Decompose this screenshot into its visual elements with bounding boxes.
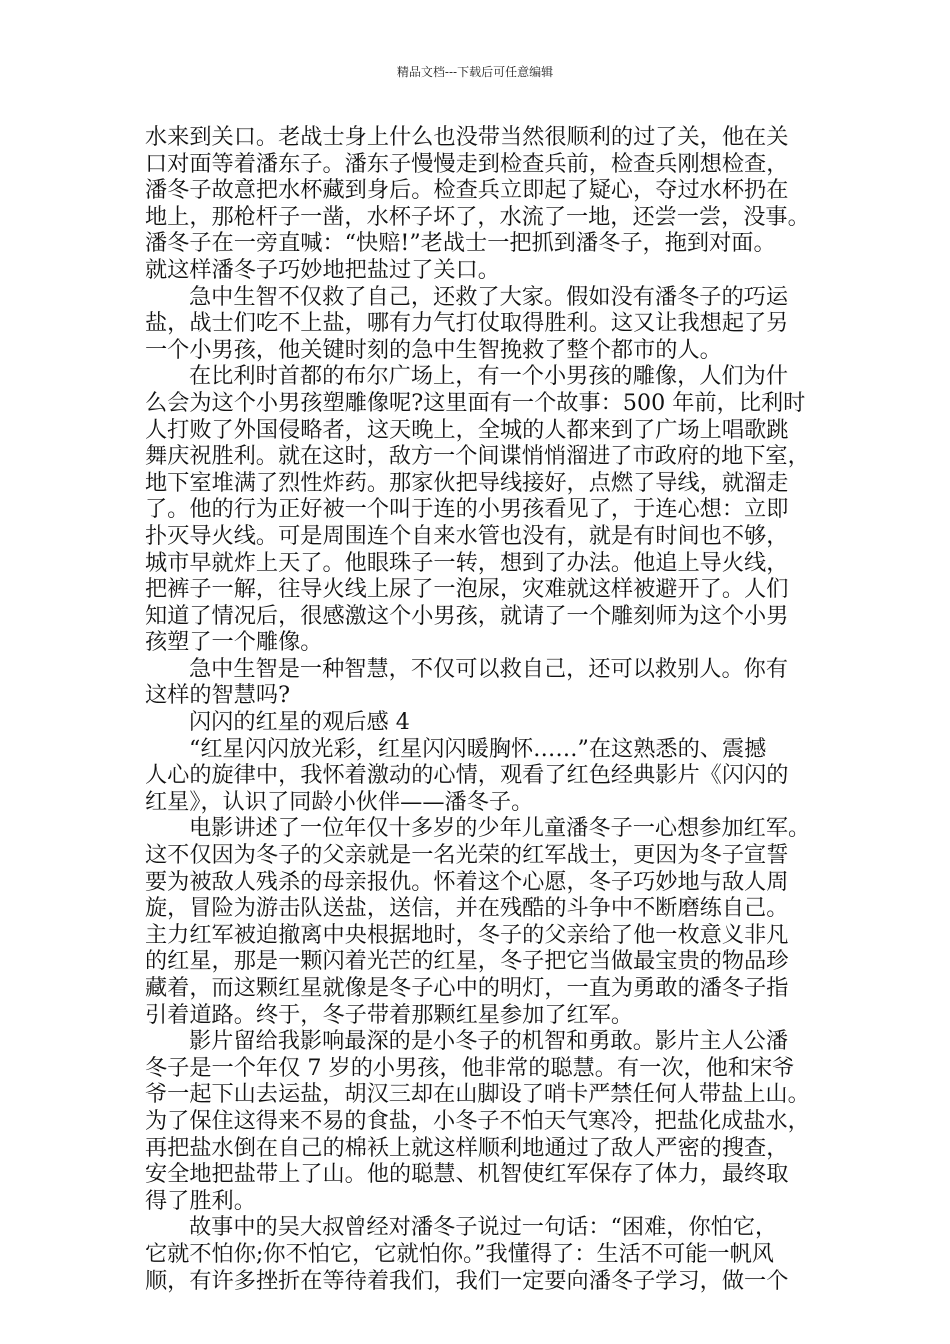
text-line: 水来到关口。老战士身上什么也没带当然很顺利的过了关，他在关 xyxy=(145,124,789,150)
text-line: 口对面等着潘东子。潘东子慢慢走到检查兵前，检查兵刚想检查， xyxy=(145,150,789,177)
text-line: 在比利时首都的布尔广场上，有一个小男孩的雕像，人们为什 xyxy=(189,363,789,390)
text-line: 影片留给我影响最深的是小冬子的机智和勇敢。影片主人公潘 xyxy=(189,1028,789,1055)
text-line: 藏着，而这颗红星就像是冬子心中的明灯，一直为勇敢的潘冬子指 xyxy=(145,975,789,1001)
text-line: 冬子是一个年仅 7 岁的小男孩，他非常的聪慧。有一次，他和宋爷 xyxy=(145,1054,795,1081)
text-line: 再把盐水倒在自己的棉袄上就这样顺利地通过了敌人严密的搜查， xyxy=(145,1134,789,1161)
text-line: 红星》，认识了同龄小伙伴——潘冬子。 xyxy=(145,788,534,815)
text-line: 舞庆祝胜利。就在这时，敌方一个间谍悄悄溜进了市政府的地下室， xyxy=(145,443,810,470)
text-line: 人心的旋律中，我怀着激动的心情，观看了红色经典影片《闪闪的 xyxy=(145,762,789,789)
text-line: 城市早就炸上天了。他眼珠子一转，想到了办法。他追上导火线， xyxy=(145,549,789,576)
text-line: 急中生智是一种智慧，不仅可以救自己，还可以救别人。你有 xyxy=(189,655,789,682)
text-line: 潘冬子故意把水杯藏到身后。检查兵立即起了疑心，夺过水杯扔在 xyxy=(145,177,789,204)
text-line: 旋，冒险为游击队送盐，送信，并在残酷的斗争中不断磨练自己。 xyxy=(145,895,789,922)
text-line: 扑灭导火线。可是周围连个自来水管也没有，就是有时间也不够， xyxy=(145,522,789,549)
text-line: “红星闪闪放光彩，红星闪闪暖胸怀……”在这熟悉的、震撼 xyxy=(189,735,767,762)
text-line: 地下室堆满了烈性炸药。那家伙把导线接好，点燃了导线，就溜走 xyxy=(145,469,789,496)
page-header: 精品文档---下载后可任意编辑 xyxy=(396,65,554,79)
text-line: 要为被敌人残杀的母亲报仇。怀着这个心愿，冬子巧妙地与敌人周 xyxy=(145,868,789,895)
text-line: 主力红军被迫撤离中央根据地时，冬子的父亲给了他一枚意义非凡 xyxy=(145,921,789,948)
text-line: 得了胜利。 xyxy=(145,1187,256,1214)
text-line: 盐，战士们吃不上盐，哪有力气打仗取得胜利。这又让我想起了另 xyxy=(145,310,789,337)
document-body xyxy=(145,124,810,1294)
text-line: 闪闪的红星的观后感 4 xyxy=(189,709,410,736)
text-line: 一个小男孩，他关键时刻的急中生智挽救了整个都市的人。 xyxy=(145,336,722,363)
text-line: 为了保住这得来不易的食盐，小冬子不怕天气寒冷，把盐化成盐水， xyxy=(145,1107,810,1134)
text-line: 地上，那枪杆子一凿，水杯子坏了，水流了一地，还尝一尝，没事。 xyxy=(145,203,810,230)
text-line: 孩塑了一个雕像。 xyxy=(145,629,323,656)
text-line: 引着道路。终于，冬子带着那颗红星参加了红军。 xyxy=(145,1001,634,1028)
text-line: 的红星，那是一颗闪着光芒的红星，冬子把它当做最宝贵的物品珍 xyxy=(145,948,789,975)
text-line: 这样的智慧吗? xyxy=(145,682,291,709)
text-line: 潘冬子在一旁直喊：“快赔!”老战士一把抓到潘冬子，拖到对面。 xyxy=(145,230,776,257)
text-line: 了。他的行为正好被一个叫于连的小男孩看见了，于连心想：立即 xyxy=(145,496,789,523)
text-line: 电影讲述了一位年仅十多岁的少年儿童潘冬子一心想参加红军。 xyxy=(189,815,811,842)
text-line: 这不仅因为冬子的父亲就是一名光荣的红军战士，更因为冬子宣誓 xyxy=(145,842,789,869)
text-line: 么会为这个小男孩塑雕像呢?这里面有一个故事：500 年前，比利时 xyxy=(145,389,806,416)
text-line: 急中生智不仅救了自己，还救了大家。假如没有潘冬子的巧运 xyxy=(189,283,789,310)
text-line: 人打败了外国侵略者，这天晚上，全城的人都来到了广场上唱歌跳 xyxy=(145,416,789,443)
text-line: 把裤子一解，往导火线上尿了一泡尿，灾难就这样被避开了。人们 xyxy=(145,576,789,603)
text-line: 它就不怕你;你不怕它，它就怕你。”我懂得了：生活不可能一帆风 xyxy=(145,1240,774,1267)
text-line: 就这样潘冬子巧妙地把盐过了关口。 xyxy=(145,256,500,283)
text-line: 顺，有许多挫折在等待着我们，我们一定要向潘冬子学习，做一个 xyxy=(145,1267,789,1294)
text-line: 安全地把盐带上了山。他的聪慧、机智使红军保存了体力，最终取 xyxy=(145,1161,789,1188)
text-line: 故事中的吴大叔曾经对潘冬子说过一句话：“困难，你怕它， xyxy=(189,1214,778,1241)
text-line: 爷一起下山去运盐，胡汉三却在山脚设了哨卡严禁任何人带盐上山。 xyxy=(145,1081,810,1108)
text-line: 知道了情况后，很感激这个小男孩，就请了一个雕刻师为这个小男 xyxy=(145,602,789,629)
